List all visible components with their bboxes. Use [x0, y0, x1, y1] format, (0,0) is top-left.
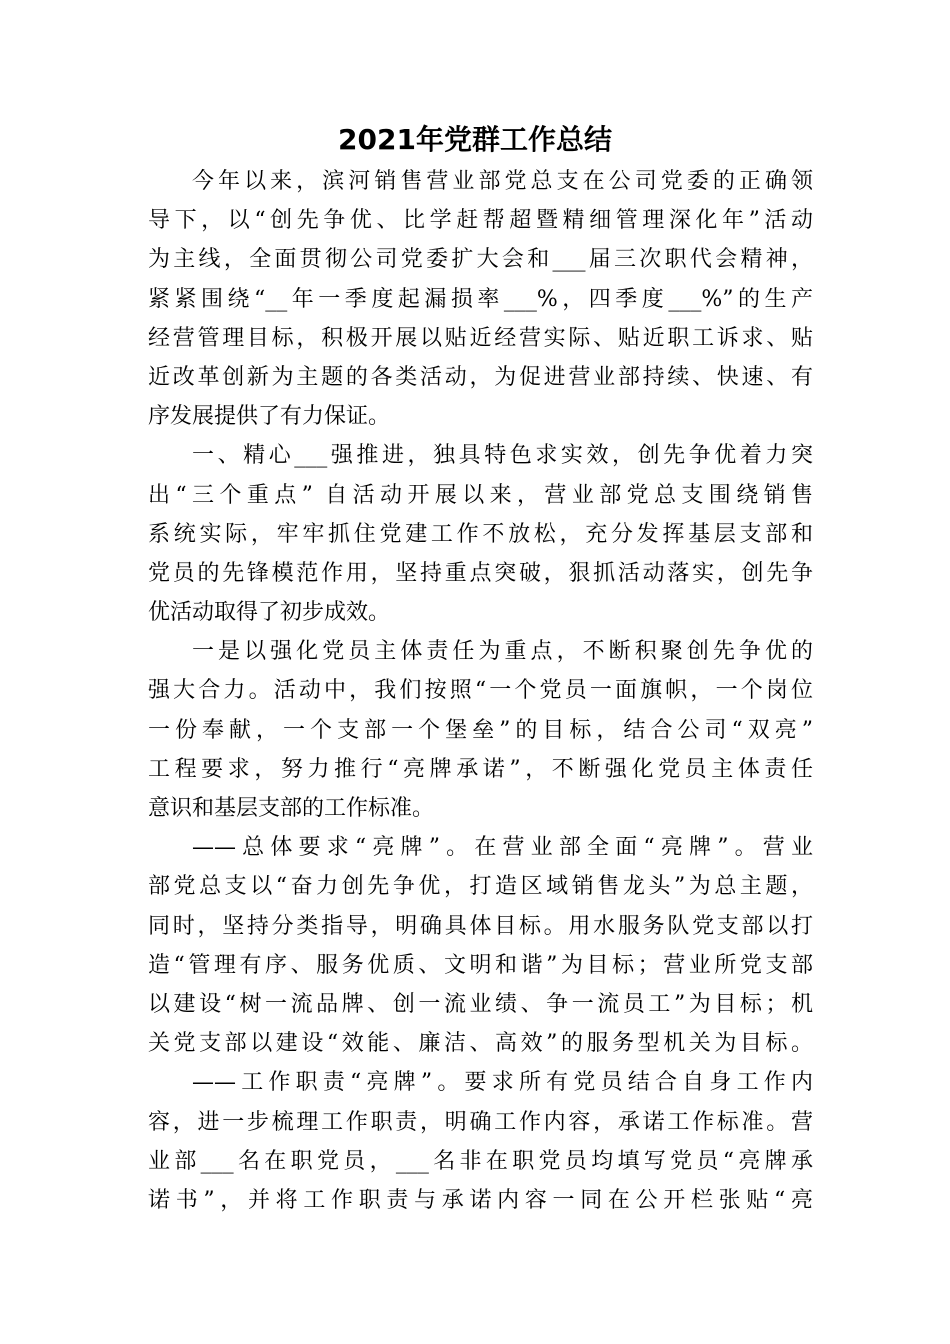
- text-line: 一份奉献，一个支部一个堡垒”的目标，结合公司“双亮”: [148, 717, 813, 743]
- text-line: 党员的先锋模范作用，坚持重点突破，狠抓活动落实，创先争: [148, 560, 813, 586]
- text-line: 经营管理目标，积极开展以贴近经营实际、贴近职工诉求、贴: [148, 325, 813, 351]
- text-line: 容，进一步梳理工作职责，明确工作内容，承诺工作标准。营: [148, 1109, 813, 1135]
- text-line: 系统实际，牢牢抓住党建工作不放松，充分发挥基层支部和: [148, 521, 813, 547]
- text-line: 为主线，全面贯彻公司党委扩大会和___届三次职代会精神，: [148, 247, 813, 273]
- document-title: 2021年党群工作总结: [338, 123, 612, 156]
- text-line: 工程要求，努力推行“亮牌承诺”，不断强化党员主体责任: [148, 756, 813, 782]
- text-line: 意识和基层支部的工作标准。: [148, 796, 435, 821]
- text-line: 造“管理有序、服务优质、文明和谐”为目标；营业所党支部: [148, 952, 813, 978]
- text-line: 关党支部以建设“效能、廉洁、高效”的服务型机关为目标。: [148, 1031, 813, 1057]
- text-line: ——工作职责“亮牌”。要求所有党员结合自身工作内: [192, 1070, 813, 1096]
- text-line: 强大合力。活动中，我们按照“一个党员一面旗帜，一个岗位: [148, 678, 813, 704]
- text-line: 紧紧围绕“__年一季度起漏损率___%，四季度___%”的生产: [148, 286, 813, 312]
- text-line: 优活动取得了初步成效。: [148, 600, 391, 626]
- text-line: 诺书”，并将工作职责与承诺内容一同在公开栏张贴“亮: [148, 1187, 813, 1213]
- text-line: 一是以强化党员主体责任为重点，不断积聚创先争优的: [192, 639, 813, 665]
- document-body: [148, 162, 813, 1220]
- text-line: 一、精心___强推进，独具特色求实效，创先争优着力突: [192, 443, 813, 469]
- text-line: 近改革创新为主题的各类活动，为促进营业部持续、快速、有: [148, 364, 813, 390]
- text-line: ——总体要求“亮牌”。在营业部全面“亮牌”。营业: [192, 835, 813, 861]
- text-line: 出“三个重点” 自活动开展以来，营业部党总支围绕销售: [148, 482, 813, 508]
- text-line: 业部___名在职党员，___名非在职党员均填写党员“亮牌承: [148, 1148, 813, 1174]
- text-line: 导下，以“创先争优、比学赶帮超暨精细管理深化年”活动: [148, 208, 813, 234]
- text-line: 序发展提供了有力保证。: [148, 404, 391, 430]
- text-line: 同时，坚持分类指导，明确具体目标。用水服务队党支部以打: [148, 913, 813, 939]
- text-line: 部党总支以“奋力创先争优，打造区域销售龙头”为总主题，: [148, 874, 813, 900]
- text-line: 今年以来，滨河销售营业部党总支在公司党委的正确领: [192, 169, 813, 194]
- text-line: 以建设“树一流品牌、创一流业绩、争一流员工”为目标；机: [148, 991, 813, 1017]
